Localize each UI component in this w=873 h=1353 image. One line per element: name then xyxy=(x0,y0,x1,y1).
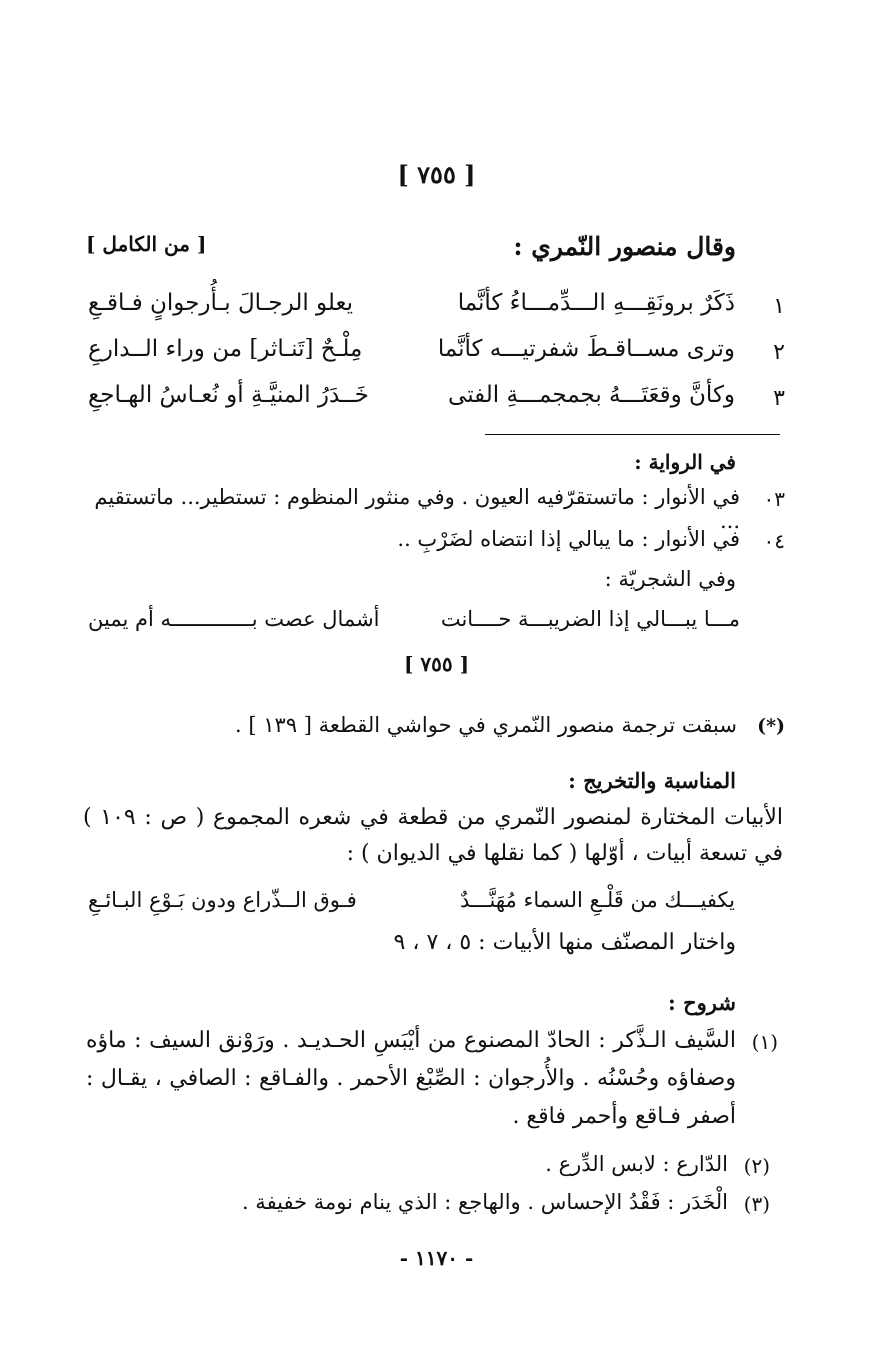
commentary-item xyxy=(80,1152,785,1186)
commentary-number: (١) xyxy=(751,1030,778,1054)
verse-second-hemistich: خَــدَرُ المنيَّـةِ أو نُعـاسُ الهـاجعِ xyxy=(88,382,369,408)
riwaya-note-text: في الأنوار : ما يبالي إذا انتضاه لضَرْبِ .. xyxy=(397,527,740,551)
verse-number: ١ xyxy=(773,294,785,319)
takhrij-first-hemistich: يكفيـــك من قَلْـعِ السماء مُهَنَّـــدٌ xyxy=(460,888,735,912)
riwaya-title: في الرواية : xyxy=(634,450,736,474)
verse-row xyxy=(80,290,785,330)
riwaya-note xyxy=(80,527,785,559)
poem-number-top: [ ٧٥٥ ] xyxy=(397,160,476,189)
takhrij-title: المناسبة والتخريج : xyxy=(568,768,736,793)
shajari-second-hemistich: أشمال عصت بـــــــــــــه أم يمين xyxy=(88,607,380,631)
riwaya-note xyxy=(80,485,785,533)
shajari-title: وفي الشجريّة : xyxy=(604,567,736,591)
footnote-star-mark: (*) xyxy=(757,715,785,737)
verse-first-hemistich: وكأنَّ وقعَتَـــهُ بجمجمـــةِ الفتى xyxy=(448,382,735,408)
verse-row xyxy=(80,336,785,376)
shuruh-title: شروح : xyxy=(668,990,736,1015)
poem-number-bottom: [ ٧٥٥ ] xyxy=(403,652,470,676)
commentary-number: (٢) xyxy=(743,1154,770,1178)
verse-second-hemistich: مِلْـحٌ [تَنـاثر] من وراء الــدارعِ xyxy=(88,336,363,362)
verse-number: ٣ xyxy=(773,386,785,411)
footnote-star-text: سبقت ترجمة منصور النّمري في حواشي القطعة [ ١٣٩ ] . xyxy=(235,713,737,737)
takhrij-verse xyxy=(80,888,785,928)
verse-number: ٢ xyxy=(773,340,785,365)
riwaya-note-text: في الأنوار : ماتستقرّفيه العيون . وفي منثور المنظوم : تستطير... ماتستقيم ... xyxy=(94,485,740,533)
shajari-verse xyxy=(80,607,785,647)
takhrij-second-hemistich: فـوق الــذّراع ودون بَـوْعِ البـائـعِ xyxy=(88,888,357,912)
page-number: - ١١٧٠ - xyxy=(399,1246,474,1270)
commentary-text: الدّارع : لابس الدِّرع . xyxy=(545,1152,728,1176)
verse-row xyxy=(80,382,785,422)
biography-footnote xyxy=(80,713,785,747)
verse-second-hemistich: يعلو الرجـالَ بـأُرجوانٍ فـاقـعِ xyxy=(88,290,354,316)
verse-first-hemistich: وترى مســاقـطَ شفرتيـــه كأنَّما xyxy=(437,336,735,362)
takhrij-text: الأبيات المختارة لمنصور النّمري من قطعة في شعره المجموع ( ص : ١٠٩ ) في تسعة أبيات ، أوّلها ( كما نقلها في الديوان ) : xyxy=(83,805,783,866)
shajari-first-hemistich: مـــا يبـــالي إذا الضريبـــة حــــانت xyxy=(440,607,740,631)
riwaya-note-number: ٠٣ xyxy=(763,487,785,511)
footnote-separator xyxy=(485,434,780,435)
takhrij-selection: واختار المصنّف منها الأبيات : ٥ ، ٧ ، ٩ xyxy=(393,930,736,955)
commentary-number: (٣) xyxy=(743,1192,770,1216)
meter-label: [ من الكامل ] xyxy=(86,232,207,256)
commentary-text: الْخَدَر : فَقْدُ الإحساس . والهاجع : الذي ينام نومة خفيفة . xyxy=(241,1190,728,1214)
poem-intro: وقال منصور النّمري : xyxy=(513,232,736,261)
riwaya-note-number: ٠٤ xyxy=(763,529,785,553)
commentary-text: السَّيف الـذَّكر : الحادّ المصنوع من أيْبَسِ الحـديـد . ورَوْنق السيف : ماؤه وصفاؤه وحُسْنُه . والأُرجوان : الصِّبْغ الأحمر . والفـاقع : الصافي ، يقـال : أصفر فـاقع وأحمر فاقع . xyxy=(86,1028,736,1129)
verse-first-hemistich: ذَكَرٌ برونَقِـــهِ الـــدِّمـــاءُ كأنَّما xyxy=(457,290,735,316)
commentary-item xyxy=(80,1190,785,1224)
